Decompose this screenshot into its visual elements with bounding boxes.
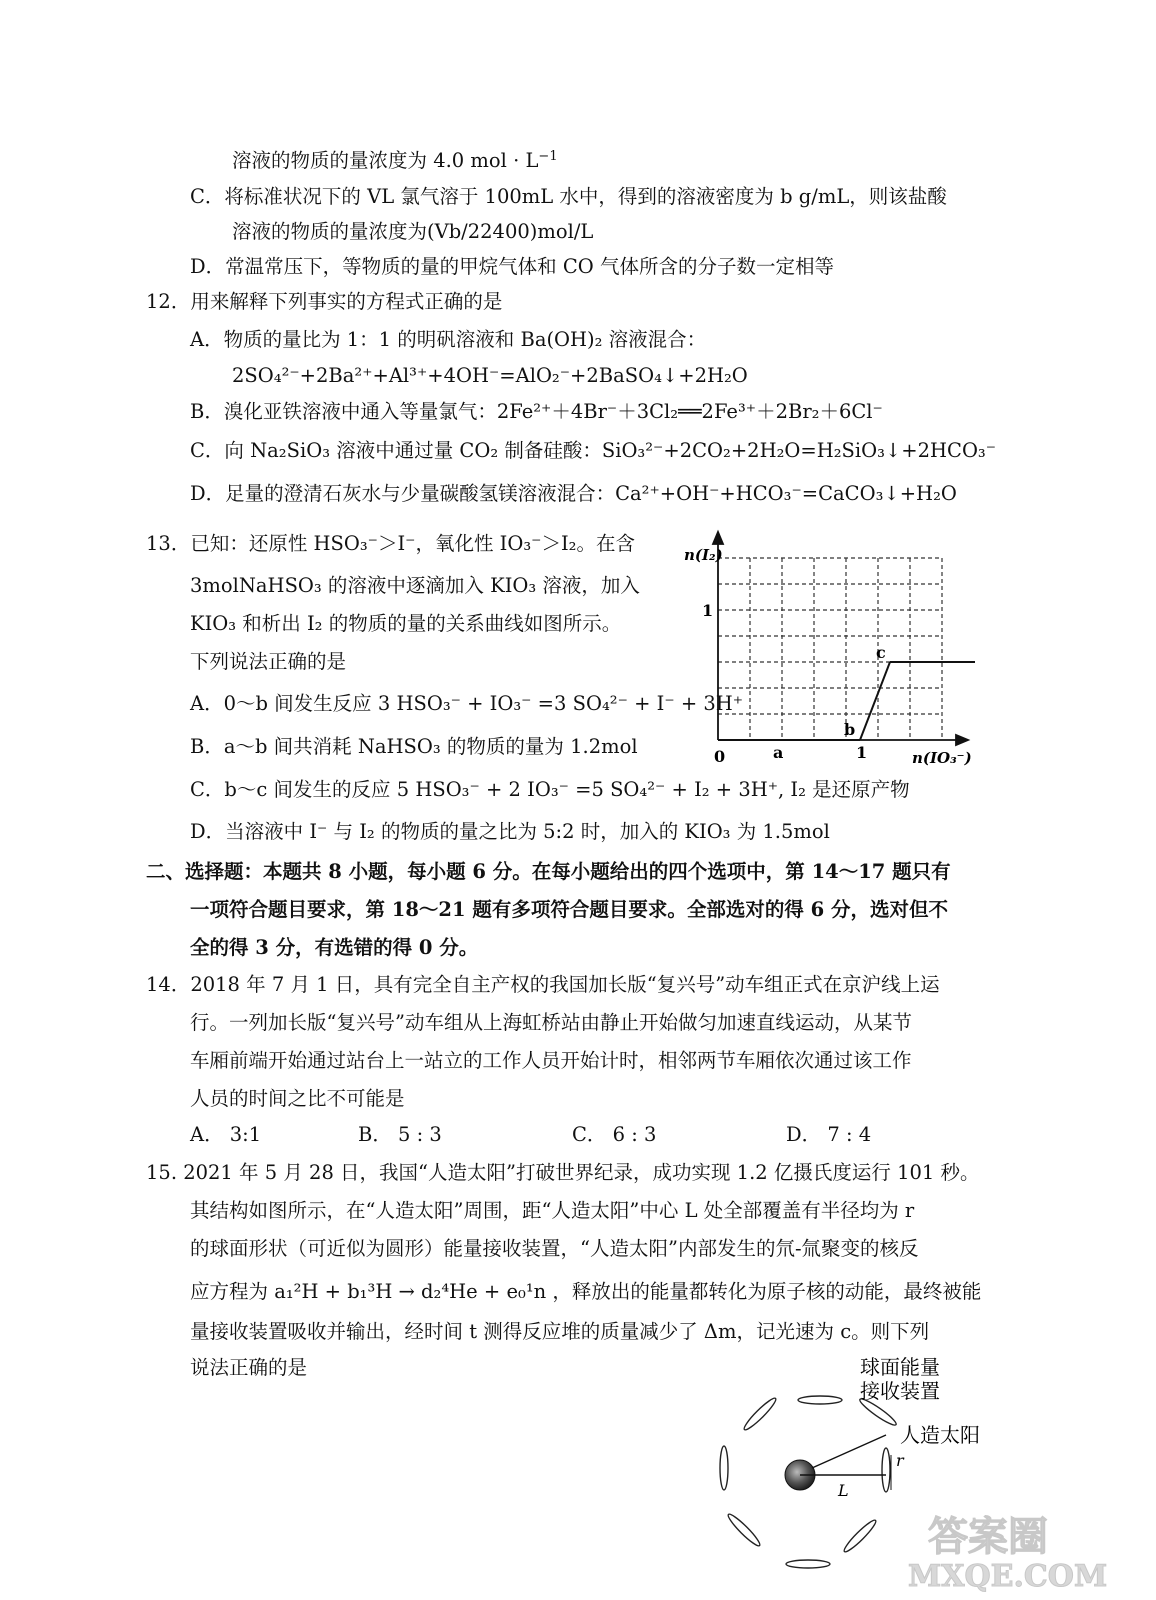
q13-stem-line1: 13．已知：还原性 HSO₃⁻＞I⁻，氧化性 IO₃⁻＞I₂。在含: [146, 532, 635, 555]
section2-header-line3: 全的得 3 分，有选错的得 0 分。: [190, 936, 479, 959]
q11-option-c-line2: 溶液的物质的量浓度为(Vb/22400)mol/L: [232, 220, 594, 243]
watermark: [898, 1502, 1128, 1592]
svg-text:答案圈: 答案圈: [928, 1513, 1048, 1560]
section2-header-line2: 一项符合题目要求，第 18～21 题有多项符合题目要求。全部选对的得 6 分，选对但不: [190, 898, 948, 921]
q14-option-d: D． 7 : 4: [786, 1123, 872, 1146]
q14-stem-line3: 车厢前端开始通过站台上一站立的工作人员开始计时，相邻两节车厢依次通过该工作: [190, 1049, 912, 1072]
q12-option-d: D．足量的澄清石灰水与少量碳酸氢镁溶液混合：Ca²⁺+OH⁻+HCO₃⁻=CaCO₃↓+H₂O: [190, 482, 957, 505]
q11-option-c-line1: C．将标准状况下的 VL 氯气溶于 100mL 水中，得到的溶液密度为 b g/mL，则该盐酸: [190, 185, 947, 208]
q12-option-a-line1: A．物质的量比为 1：1 的明矾溶液和 Ba(OH)₂ 溶液混合：: [190, 328, 707, 351]
q14-option-a: A． 3:1: [190, 1123, 262, 1146]
section2-header-line1: 二、选择题：本题共 8 小题，每小题 6 分。在每小题给出的四个选项中，第 14～17 题只有: [146, 860, 951, 883]
q15-stem-line4: 应方程为 a₁²H + b₁³H → d₂⁴He + e₀¹n ，释放出的能量都转化为原子核的动能，最终被能: [190, 1280, 982, 1303]
q13-graph: [680, 528, 980, 773]
q11-b-continuation: 溶液的物质的量浓度为 4.0 mol · $L^{-1}$: [232, 149, 558, 172]
q15-stem-line5: 量接收装置吸收并输出，经时间 t 测得反应堆的质量减少了 Δm，记光速为 c。则下列: [190, 1320, 930, 1343]
graph-grid: [718, 558, 942, 740]
q12-option-c: C．向 Na₂SiO₃ 溶液中通过量 CO₂ 制备硅酸：SiO₃²⁻+2CO₂+2H₂O=H₂SiO₃↓+2HCO₃⁻: [190, 439, 997, 462]
fig15-label-device-1: 球面能量: [860, 1355, 940, 1379]
svg-text:MXQE.COM: MXQE.COM: [908, 1559, 1108, 1592]
watermark-logo: [898, 1502, 1128, 1592]
graph-y-arrow: [713, 532, 723, 544]
q12-stem: 12．用来解释下列事实的方程式正确的是: [146, 290, 503, 313]
graph-origin: 0: [714, 747, 726, 766]
q14-stem-line2: 行。一列加长版“复兴号”动车组从上海虹桥站由静止开始做匀加速直线运动，从某节: [190, 1011, 912, 1034]
fig15-label-sun: 人造太阳: [900, 1423, 980, 1447]
graph-point-b: b: [844, 720, 856, 739]
graph-x-arrow: [956, 735, 968, 745]
q14-option-c: C． 6 : 3: [572, 1123, 657, 1146]
q15-stem-line6: 说法正确的是: [190, 1356, 308, 1379]
sun-leader-line: [812, 1435, 886, 1468]
q13-stem-line2: 3molNaHSO₃ 的溶液中逐滴加入 KIO₃ 溶液，加入: [190, 574, 640, 597]
q15-stem-line1: 15. 2021 年 5 月 28 日，我国“人造太阳”打破世界纪录，成功实现 1.2 亿摄氏度运行 101 秒。: [146, 1161, 980, 1184]
q15-stem-line2: 其结构如图所示，在“人造太阳”周围，距“人造太阳”中心 L 处全部覆盖有半径均为 r: [190, 1199, 915, 1222]
q14-stem-line1: 14．2018 年 7 月 1 日，具有完全自主产权的我国加长版“复兴号”动车组正式在京沪线上运: [146, 973, 940, 996]
q14-option-b: B． 5 : 3: [358, 1123, 442, 1146]
graph-point-c: c: [876, 643, 886, 662]
q13-option-d: D．当溶液中 I⁻ 与 I₂ 的物质的量之比为 5:2 时，加入的 KIO₃ 为 1.5mol: [190, 820, 830, 843]
q13-option-c: C．b～c 间发生的反应 5 HSO₃⁻ + 2 IO₃⁻ =5 SO₄²⁻ + I₂ + 3H⁺, I₂ 是还原产物: [190, 778, 910, 801]
q13-option-a: A．0～b 间发生反应 3 HSO₃⁻ + IO₃⁻ =3 SO₄²⁻ + I⁻ + 3H⁺: [190, 692, 744, 715]
graph-y-tick-1: 1: [702, 601, 714, 620]
q15-stem-line3: 的球面形状（可近似为圆形）能量接收装置，“人造太阳”内部发生的氘-氚聚变的核反: [190, 1237, 919, 1260]
q13-stem-line3: KIO₃ 和析出 I₂ 的物质的量的关系曲线如图所示。: [190, 612, 622, 635]
q12-option-a-equation: 2SO₄²⁻+2Ba²⁺+Al³⁺+4OH⁻=AlO₂⁻+2BaSO₄↓+2H₂O: [232, 364, 748, 387]
graph-point-a: a: [773, 743, 784, 762]
fig15-label-L: L: [838, 1481, 849, 1500]
graph-x-label: n(IO₃⁻): [912, 749, 972, 767]
q11-option-d: D．常温常压下，等物质的量的甲烷气体和 CO 气体所含的分子数一定相等: [190, 255, 834, 278]
q14-stem-line4: 人员的时间之比不可能是: [190, 1087, 405, 1110]
q13-stem-line4: 下列说法正确的是: [190, 650, 347, 673]
fig15-label-r: r: [896, 1451, 904, 1470]
fig15-label-device-2: 接收装置: [860, 1379, 940, 1403]
graph-x-tick-1: 1: [856, 743, 868, 762]
q13-option-b: B．a～b 间共消耗 NaHSO₃ 的物质的量为 1.2mol: [190, 735, 638, 758]
graph-y-label: n(I₂): [684, 546, 723, 564]
q12-option-b: B．溴化亚铁溶液中通入等量氯气：2Fe²⁺＋4Br⁻＋3Cl₂══2Fe³⁺＋2Br₂＋6Cl⁻: [190, 400, 883, 423]
